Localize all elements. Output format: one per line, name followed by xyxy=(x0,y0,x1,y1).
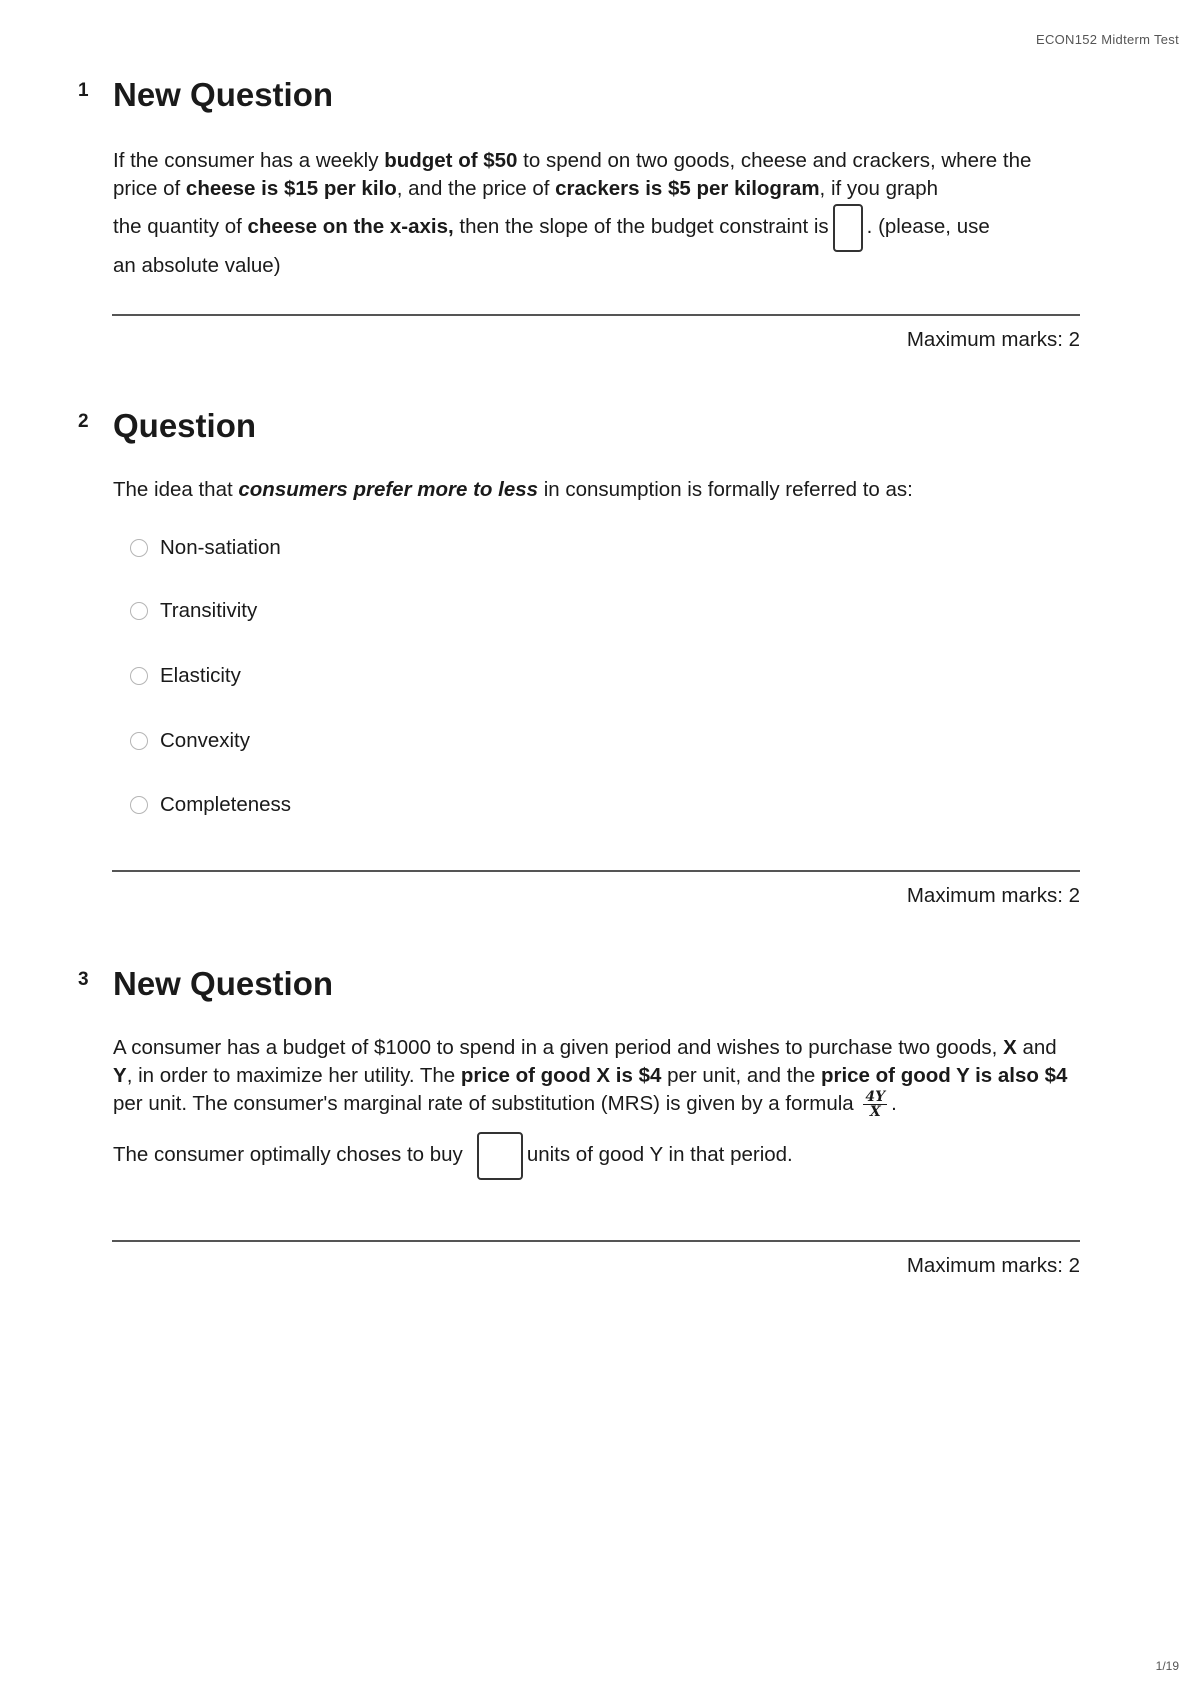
question-number: 3 xyxy=(78,969,89,990)
page-number: 1/19 xyxy=(1155,1659,1179,1673)
option-label: Transitivity xyxy=(160,599,258,622)
text-line xyxy=(113,1131,1073,1180)
text-line xyxy=(113,203,1073,252)
option-label: Convexity xyxy=(160,729,251,752)
slope-answer-input[interactable] xyxy=(833,204,863,252)
bold-fragment: cheese on the x-axis, xyxy=(247,215,454,238)
bold-fragment: Y xyxy=(113,1064,127,1087)
text-fragment: , in order to maximize her utility. The xyxy=(126,1064,461,1087)
radio-button[interactable] xyxy=(130,539,148,557)
option-label: Non-satiation xyxy=(160,536,281,559)
question-text xyxy=(113,1034,1073,1180)
text-fragment: If the consumer has a weekly xyxy=(113,149,385,172)
bold-fragment: crackers is $5 per kilogram xyxy=(555,177,820,200)
option-completeness[interactable] xyxy=(130,790,291,820)
text-fragment: in consumption is formally referred to as: xyxy=(538,478,913,501)
bold-fragment: cheese is $15 per kilo xyxy=(185,177,397,200)
text-fragment: units of good Y in that period. xyxy=(526,1143,793,1167)
text-fragment: , and the price of xyxy=(396,177,556,200)
bold-fragment: consumers prefer more to less xyxy=(238,478,539,501)
question-title: New Question xyxy=(113,965,334,1002)
text-fragment: . xyxy=(891,1092,897,1115)
bold-fragment: price of good X is $4 xyxy=(460,1064,662,1087)
text-fragment: , if you graph xyxy=(819,177,939,200)
bold-fragment: price of good Y is also $4 xyxy=(820,1064,1068,1087)
radio-button[interactable] xyxy=(130,796,148,814)
radio-button[interactable] xyxy=(130,667,148,685)
text-fragment: The consumer optimally choses to buy xyxy=(113,1143,463,1167)
text-fragment: per unit. The consumer's marginal rate of substitution (MRS) is given by a formula xyxy=(113,1092,860,1115)
option-convexity[interactable] xyxy=(130,726,250,756)
text-fragment: . (please, use xyxy=(866,215,990,238)
text-fragment: the quantity of xyxy=(113,215,248,238)
text-fragment: A consumer has a budget of $1000 to spend in a given period and wishes to purchase two goods, xyxy=(113,1036,1004,1059)
radio-button[interactable] xyxy=(130,602,148,620)
option-elasticity[interactable] xyxy=(130,661,241,691)
max-marks-label: Maximum marks: 2 xyxy=(906,328,1080,351)
option-non-satiation[interactable] xyxy=(130,533,281,563)
option-transitivity[interactable] xyxy=(130,596,257,626)
text-fragment: an absolute value) xyxy=(113,253,281,277)
formula-denominator: X xyxy=(869,1104,881,1121)
option-label: Completeness xyxy=(160,793,292,816)
question-number: 2 xyxy=(78,411,89,432)
mrs-formula xyxy=(863,1090,887,1119)
question-text xyxy=(113,147,1073,280)
radio-button[interactable] xyxy=(130,732,148,750)
question-number: 1 xyxy=(78,80,89,101)
text-fragment: per unit, and the xyxy=(661,1064,821,1087)
section-divider xyxy=(112,870,1080,872)
max-marks-label: Maximum marks: 2 xyxy=(906,884,1080,907)
section-divider xyxy=(112,314,1080,316)
section-divider xyxy=(112,1240,1080,1242)
question-title: New Question xyxy=(113,76,334,113)
max-marks-label: Maximum marks: 2 xyxy=(906,1254,1080,1277)
document-header-title: ECON152 Midterm Test xyxy=(1035,32,1179,47)
option-label: Elasticity xyxy=(160,664,241,687)
units-answer-input[interactable] xyxy=(477,1132,523,1180)
text-fragment: to spend on two goods, cheese and crackers, where the price of xyxy=(113,149,1032,200)
question-text xyxy=(113,476,1073,504)
formula-numerator: 4Y xyxy=(865,1089,886,1106)
text-fragment: The idea that xyxy=(113,478,239,501)
question-title: Question xyxy=(113,407,257,444)
text-fragment: then the slope of the budget constraint is xyxy=(453,215,829,238)
bold-fragment: budget of $50 xyxy=(384,149,518,172)
bold-fragment: X xyxy=(1003,1036,1017,1059)
text-fragment: and xyxy=(1016,1036,1057,1059)
